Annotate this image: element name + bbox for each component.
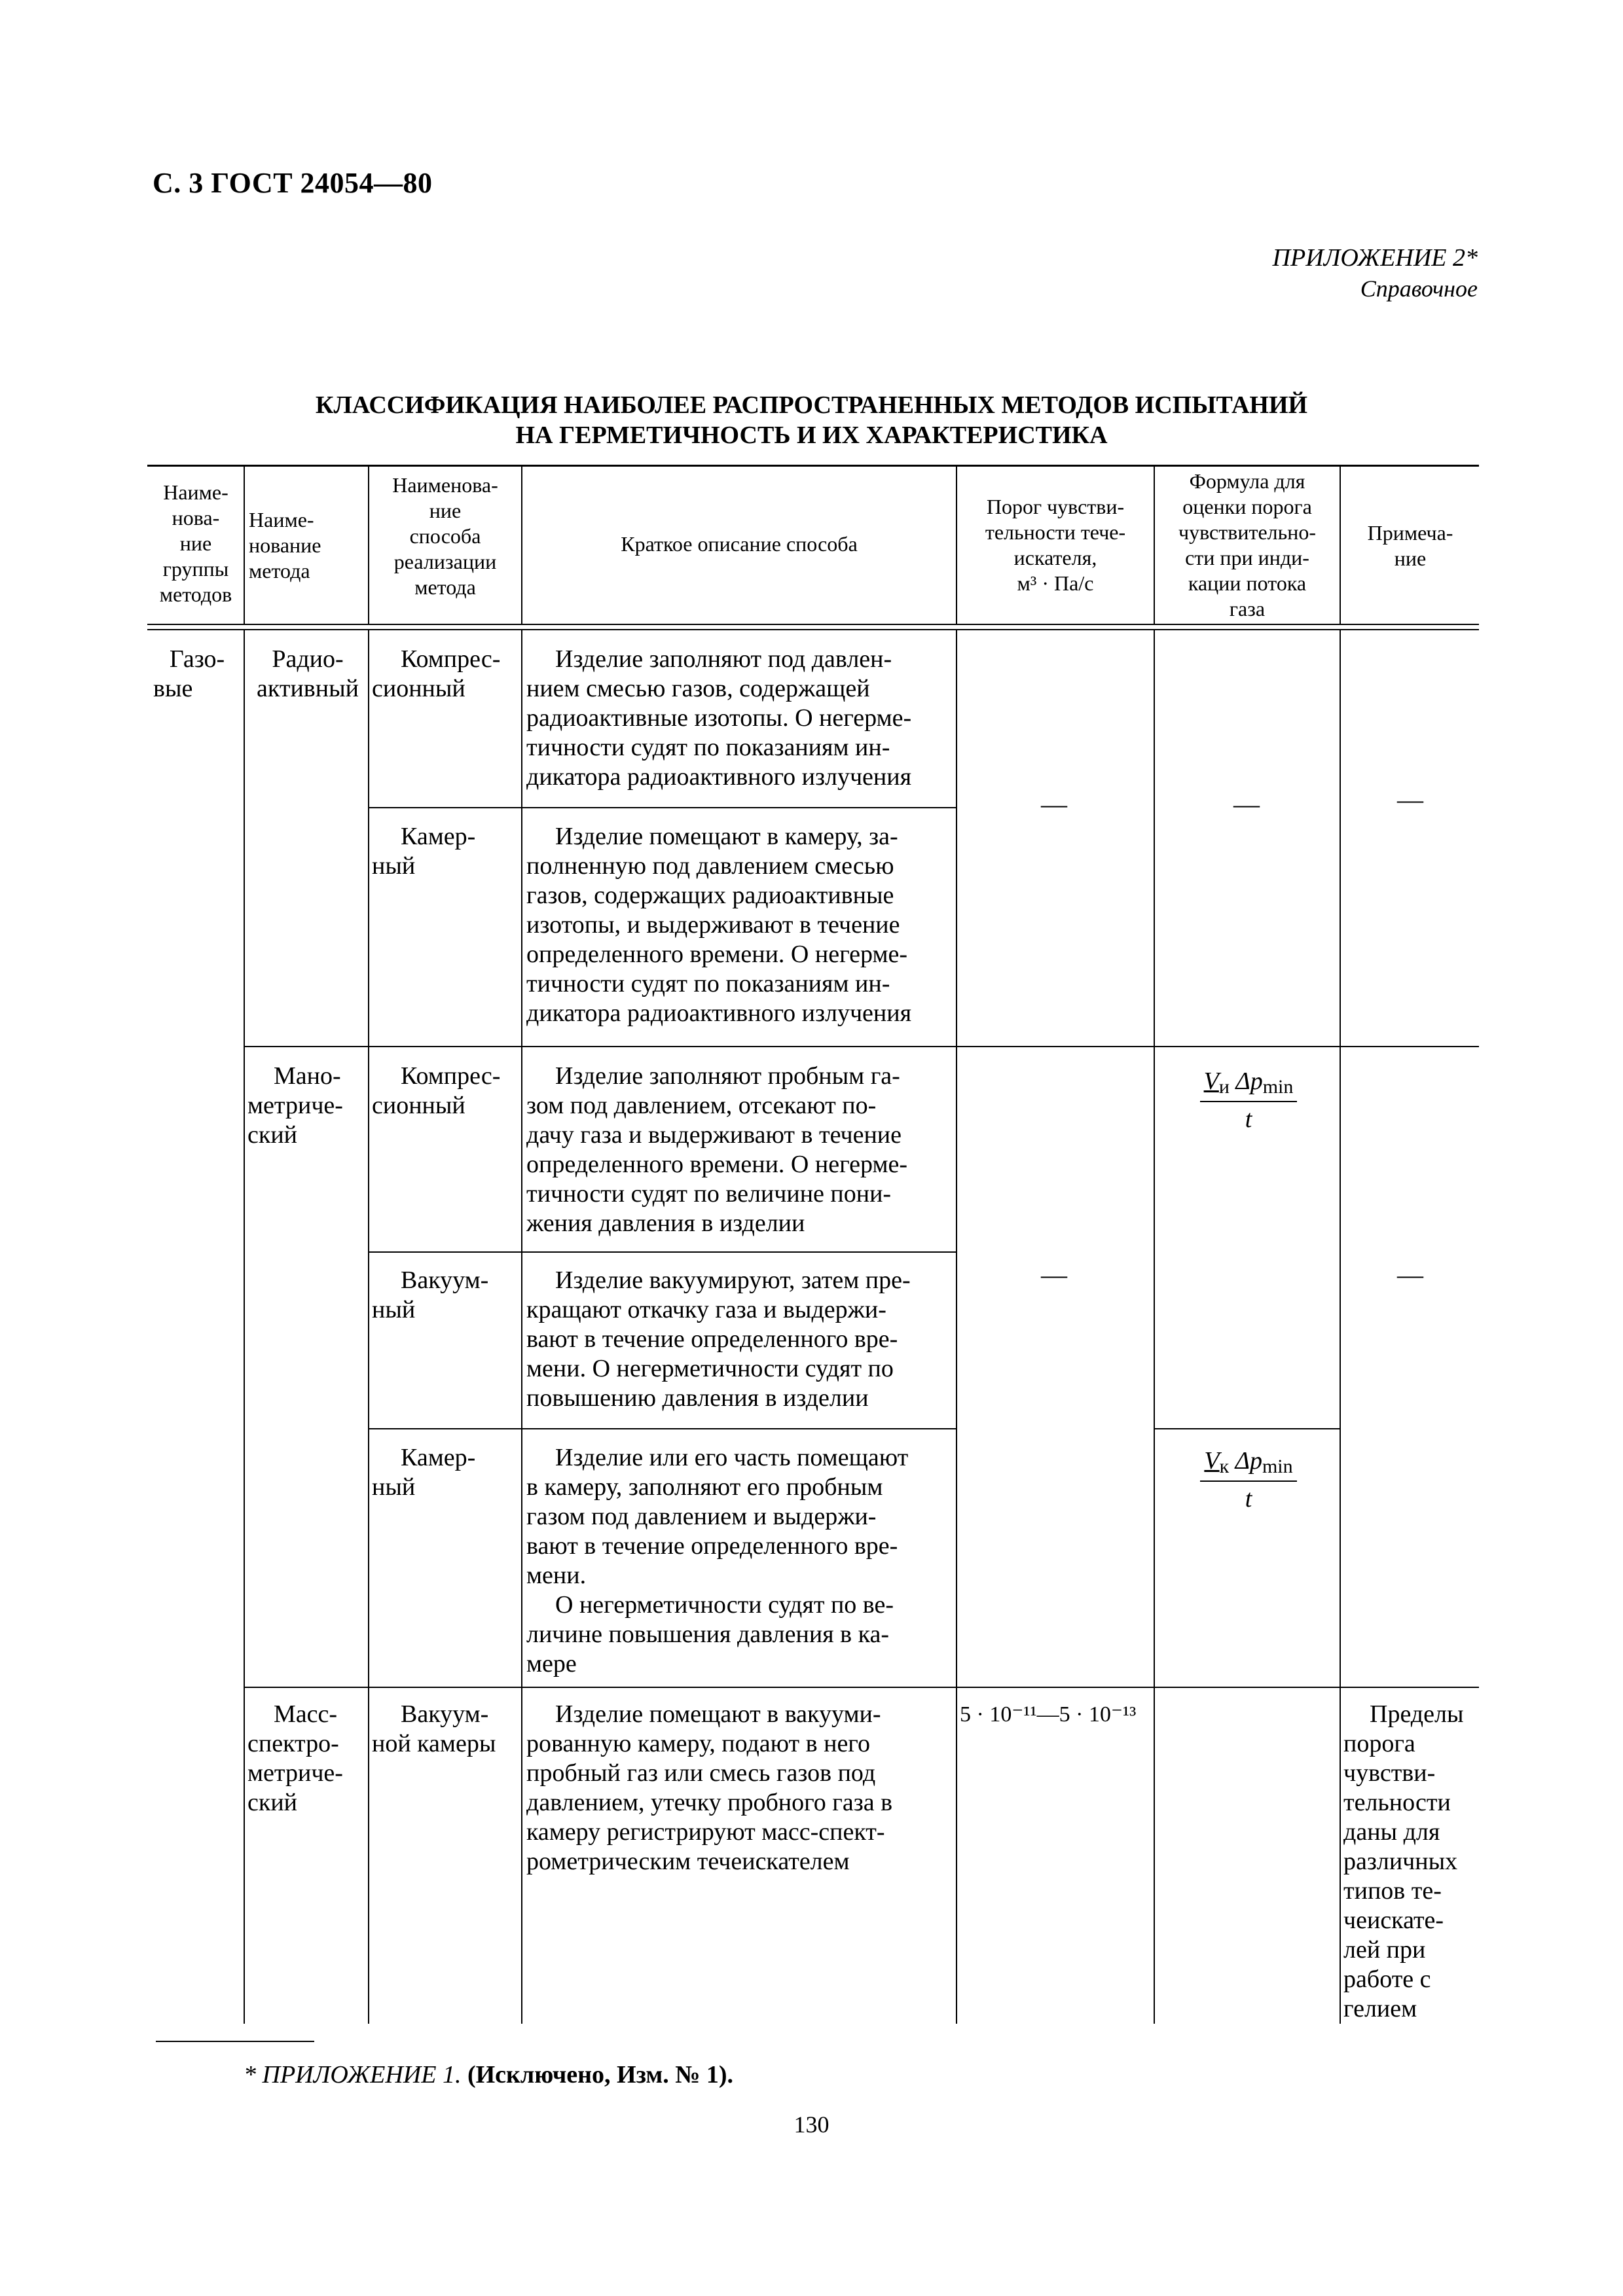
cell-text: Компрес- [401, 1062, 501, 1090]
cell-text: ский [247, 1789, 297, 1816]
row-rule [244, 1687, 1479, 1688]
header-note [1342, 520, 1478, 571]
header-vline [521, 465, 522, 624]
header-text: оценки порога [1182, 495, 1312, 518]
desc-line: дачу газа и выдерживают в течение [526, 1121, 902, 1149]
formula-delta-p: Δp [1235, 1067, 1263, 1095]
header-text: м³ · Па/с [1017, 571, 1094, 595]
cell-text: метриче- [247, 1092, 343, 1119]
note-line: лей при [1343, 1936, 1426, 1964]
footnote-bold: (Исключено, Изм. № 1). [467, 2061, 734, 2089]
desc-line: газов, содержащих радиоактивные [526, 882, 894, 909]
note-line: различных [1343, 1848, 1458, 1875]
row-rule [244, 1046, 1479, 1047]
desc-line: Изделие помещают в вакууми- [555, 1700, 881, 1728]
desc-line: рометрическим течеискателем [526, 1848, 850, 1875]
desc-line: тичности судят по показаниям ин- [526, 734, 890, 761]
dash-note-mano: — [1397, 1260, 1423, 1289]
cell-text: ный [372, 852, 416, 880]
description-mano-compression [526, 1062, 952, 1238]
formula-volume: V [1204, 1447, 1220, 1475]
note-line: чеискате- [1343, 1907, 1444, 1934]
cell-text: сионный [372, 1092, 465, 1119]
header-text: Примеча- [1367, 521, 1453, 545]
formula-denominator: t [1245, 1105, 1252, 1133]
header-text: чувствительно- [1178, 520, 1316, 544]
desc-line: Изделие или его часть помещают [555, 1444, 909, 1471]
page-number: 130 [793, 2111, 830, 2138]
desc-line: дикатора радиоактивного излучения [526, 763, 912, 791]
note-line: гелием [1343, 1995, 1417, 2022]
desc-line: нием смесью газов, содержащей [526, 675, 870, 702]
way-compression-mano [372, 1062, 520, 1121]
cell-text: Мано- [274, 1062, 341, 1090]
note-line: даны для [1343, 1818, 1440, 1846]
way-vacuum-mano [372, 1266, 520, 1325]
way-compression-radio [372, 645, 520, 704]
row-rule [368, 807, 957, 808]
threshold-mass: 5 · 10⁻¹¹—5 · 10⁻¹³ [960, 1702, 1137, 1727]
body-vline [1340, 630, 1341, 2024]
footnote-rule [156, 2041, 314, 2042]
description-mano-vacuum [526, 1266, 952, 1413]
desc-line: мере [526, 1650, 577, 1677]
header-text: тельности тече- [985, 520, 1126, 544]
way-chamber-mano [372, 1443, 520, 1502]
desc-line: вают в течение определенного вре- [526, 1532, 898, 1560]
header-vline [1154, 465, 1155, 624]
cell-text: спектро- [247, 1730, 339, 1757]
footnote [244, 2060, 733, 2089]
formula-delta-p: Δp [1235, 1447, 1262, 1475]
desc-line: Изделие заполняют пробным га- [555, 1062, 900, 1090]
header-text: Наименова- [392, 473, 498, 497]
header-text: способа [409, 524, 481, 548]
header-text: Наиме- [163, 480, 228, 504]
header-group [149, 480, 242, 607]
note-line: порога [1343, 1730, 1415, 1757]
cell-text: метриче- [247, 1759, 343, 1787]
desc-line: О негерметичности судят по ве- [555, 1591, 894, 1619]
header-text: метода [414, 575, 476, 599]
cell-text: Масс- [274, 1700, 338, 1728]
header-text: газа [1229, 597, 1266, 620]
desc-line: полненную под давлением смесью [526, 852, 894, 880]
title-line-1: КЛАССИФИКАЦИЯ НАИБОЛЕЕ РАСПРОСТРАНЕННЫХ МЕТОДОВ ИСПЫТАНИЙ [315, 391, 1308, 419]
header-text: реализации [393, 550, 497, 573]
header-text: методов [159, 583, 232, 606]
dash-threshold-radio: — [1041, 789, 1067, 819]
description-radio-compression [526, 645, 952, 792]
document-title [0, 390, 1623, 450]
formula-volume-sub: и [1218, 1076, 1230, 1098]
dash-note-radio: — [1397, 785, 1423, 814]
table-top-rule [147, 465, 1479, 467]
desc-line: личине повышения давления в ка- [526, 1621, 890, 1648]
cell-text: Радио- [272, 645, 344, 673]
cell-text: активный [257, 675, 359, 702]
body-vline [521, 630, 522, 2024]
header-text: ние [429, 499, 462, 522]
description-mass-vacuum-chamber [526, 1700, 952, 1876]
desc-line: радиоактивные изотопы. О негерме- [526, 704, 912, 732]
desc-line: в камеру, заполняют его пробным [526, 1473, 883, 1501]
desc-line: рованную камеру, подают в него [526, 1730, 870, 1757]
row-rule [1154, 1428, 1341, 1429]
desc-line: тичности судят по величине пони- [526, 1180, 892, 1208]
formula-delta-p-sub: min [1262, 1076, 1294, 1098]
header-threshold [958, 494, 1152, 596]
appendix-label [1273, 243, 1478, 302]
note-mass [1343, 1700, 1478, 2024]
dash-formula-radio: — [1233, 789, 1260, 819]
cell-text: Вакуум- [401, 1266, 489, 1294]
method-manometric [247, 1062, 368, 1150]
header-text: Наиме- [249, 508, 314, 531]
desc-line: газом под давлением и выдержи- [526, 1503, 877, 1530]
header-text: кации потока [1188, 571, 1307, 595]
header-text: Формула для [1189, 469, 1305, 493]
cell-text: Компрес- [401, 645, 501, 673]
header-vline [956, 465, 957, 624]
note-line: тельности [1343, 1789, 1451, 1816]
desc-line: мени. [526, 1562, 587, 1589]
header-formula [1156, 469, 1338, 622]
cell-text: Газо- [169, 645, 225, 673]
header-description [524, 531, 955, 557]
desc-line: Изделие заполняют под давлен- [555, 645, 892, 673]
desc-line: зом под давлением, отсекают по- [526, 1092, 877, 1119]
desc-line: дикатора радиоактивного излучения [526, 999, 912, 1027]
header-rule-2 [147, 629, 1479, 630]
title-line-2: НА ГЕРМЕТИЧНОСТЬ И ИХ ХАРАКТЕРИСТИКА [515, 422, 1108, 449]
cell-text: сионный [372, 675, 465, 702]
formula-denominator: t [1245, 1485, 1252, 1513]
note-line: типов те- [1343, 1877, 1442, 1905]
method-radioactive [247, 645, 368, 704]
body-vline [956, 630, 957, 2024]
header-text: нова- [172, 506, 220, 529]
header-text: сти при инди- [1185, 546, 1309, 569]
description-mano-chamber [526, 1443, 952, 1679]
formula-volume: V [1203, 1067, 1219, 1095]
note-line: Пределы [1370, 1700, 1464, 1728]
desc-line: Изделие помещают в камеру, за- [555, 823, 898, 850]
appendix-title: ПРИЛОЖЕНИЕ 2* [1272, 244, 1478, 272]
formula-numerator [1200, 1446, 1296, 1482]
header-text: ние [1394, 547, 1427, 570]
desc-line: камеру регистрируют масс-спект- [526, 1818, 885, 1846]
desc-line: изотопы, и выдерживают в течение [526, 911, 900, 939]
formula-chamber [1167, 1446, 1330, 1513]
desc-line: жения давления в изделии [526, 1210, 805, 1237]
desc-line: мени. О негерметичности судят по [526, 1355, 894, 1382]
desc-line: определенного времени. О негерме- [526, 1151, 908, 1178]
desc-line: Изделие вакуумируют, затем пре- [555, 1266, 911, 1294]
header-text: Краткое описание способа [621, 532, 858, 556]
header-way [371, 473, 520, 600]
header-method [249, 507, 367, 584]
header-text: Порог чувстви- [986, 495, 1125, 518]
header-text: ние [179, 531, 212, 555]
note-line: чувстви- [1343, 1759, 1436, 1787]
cell-text: ный [372, 1296, 416, 1323]
row-rule [368, 1251, 957, 1253]
header-text: группы [162, 557, 229, 581]
cell-text: Камер- [401, 823, 476, 850]
cell-text: ной камеры [372, 1730, 496, 1757]
header-text: искателя, [1013, 546, 1097, 569]
method-mass-spectrometric [247, 1700, 368, 1818]
group-gas [152, 645, 242, 704]
formula-volume-sub: к [1219, 1456, 1230, 1477]
row-rule [368, 1428, 957, 1429]
header-vline [368, 465, 369, 624]
desc-line: пробный газ или смесь газов под [526, 1759, 876, 1787]
body-vline [1154, 630, 1155, 2024]
cell-text: ный [372, 1473, 416, 1501]
formula-delta-p-sub: min [1262, 1456, 1293, 1477]
cell-text: вые [153, 675, 193, 702]
dash-threshold-mano: — [1041, 1260, 1067, 1289]
header-text: нование [249, 533, 321, 557]
header-vline [1340, 465, 1341, 624]
description-radio-chamber [526, 822, 952, 1028]
note-line: работе с [1343, 1965, 1431, 1993]
desc-line: определенного времени. О негерме- [526, 941, 908, 968]
formula-compression [1167, 1067, 1330, 1134]
desc-line: кращают откачку газа и выдержи- [526, 1296, 886, 1323]
desc-line: тичности судят по показаниям ин- [526, 970, 890, 997]
page-header: С. 3 ГОСТ 24054—80 [153, 167, 433, 199]
desc-line: давлением, утечку пробного газа в [526, 1789, 893, 1816]
desc-line: повышению давления в изделии [526, 1384, 869, 1412]
footnote-italic: * ПРИЛОЖЕНИЕ 1. [244, 2061, 462, 2089]
cell-text: Камер- [401, 1444, 476, 1471]
cell-text: Вакуум- [401, 1700, 489, 1728]
body-vline [368, 630, 369, 2024]
header-vline [244, 465, 245, 624]
formula-numerator [1200, 1067, 1298, 1102]
header-text: метода [249, 559, 310, 583]
body-vline [244, 630, 245, 2024]
header-rule-1 [147, 624, 1479, 625]
way-chamber-radio [372, 822, 520, 881]
way-vacuum-chamber [372, 1700, 520, 1759]
cell-text: ский [247, 1121, 297, 1149]
appendix-subtitle: Справочное [1360, 276, 1478, 302]
desc-line: вают в течение определенного вре- [526, 1325, 898, 1353]
